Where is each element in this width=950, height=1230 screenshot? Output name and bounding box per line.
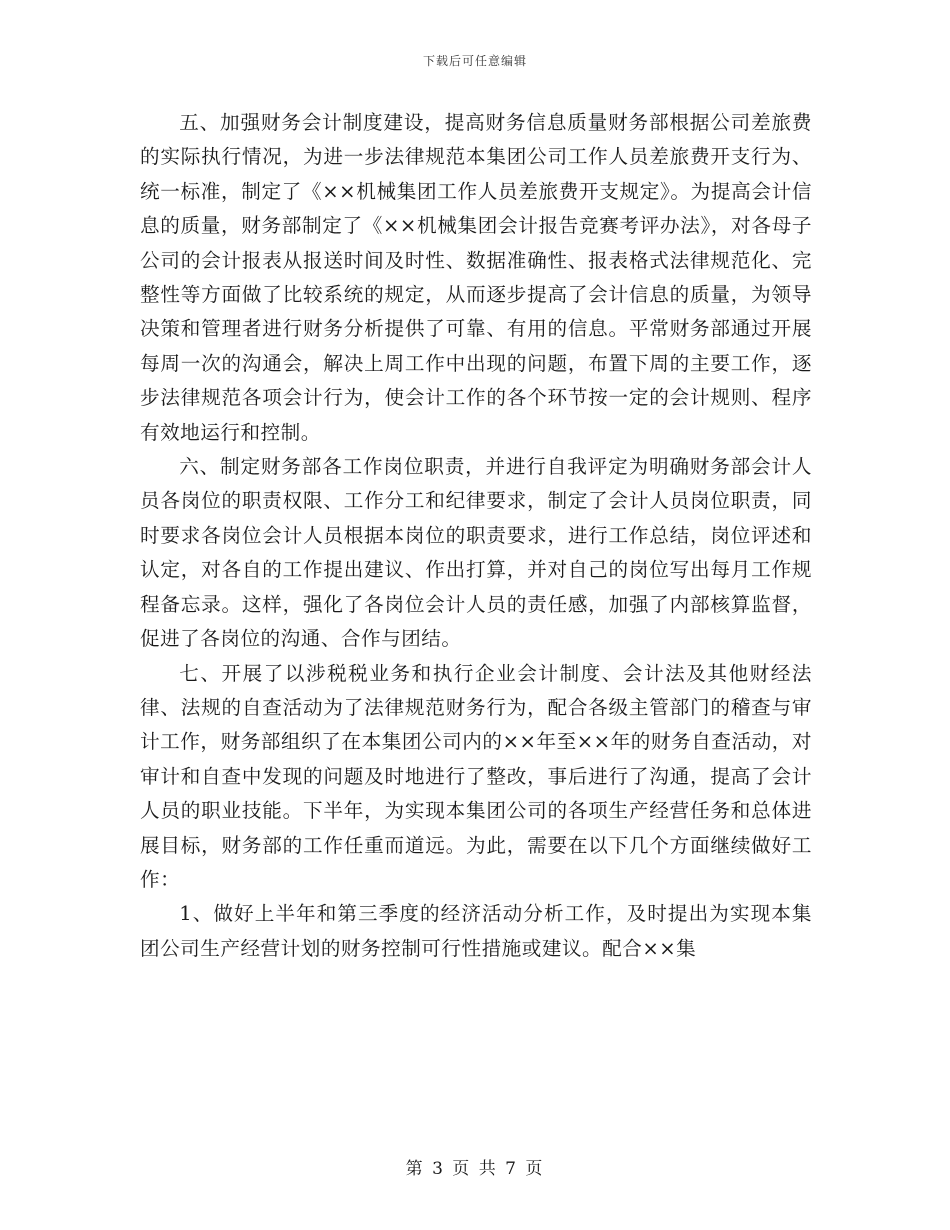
- page-header: 下载后可任意编辑: [422, 54, 527, 68]
- paragraph-6: 六、制定财务部各工作岗位职责，并进行自我评定为明确财务部会计人员各岗位的职责权限、工作分工和纪律要求，制定了会计人员岗位职责，同时要求各岗位会计人员根据本岗位的职责要求，进行工作总结，岗位评述和认定，对各自的工作提出建议、作出打算，并对自己的岗位写出每月工作规程备忘录。这样，强化了各岗位会计人员的责任感，加强了内部核算监督，促进了各岗位的沟通、合作与团结。: [140, 455, 812, 651]
- paragraph-7: 七、开展了以涉税税业务和执行企业会计制度、会计法及其他财经法律、法规的自查活动为了法律规范财务行为，配合各级主管部门的稽查与审计工作，财务部组织了在本集团公司内的××年至××年的财务自查活动，对审计和自查中发现的问题及时地进行了整改，事后进行了沟通，提高了会计人员的职业技能。下半年，为实现本集团公司的各项生产经营任务和总体进展目标，财务部的工作任重而道远。为此，需要在以下几个方面继续做好工作：: [140, 661, 812, 891]
- paragraph-5: 五、加强财务会计制度建设，提高财务信息质量财务部根据公司差旅费的实际执行情况，为进一步法律规范本集团公司工作人员差旅费开支行为、统一标准，制定了《××机械集团工作人员差旅费开支规定》。为提高会计信息的质量，财务部制定了《××机械集团会计报告竞赛考评办法》，对各母子公司的会计报表从报送时间及时性、数据准确性、报表格式法律规范化、完整性等方面做了比较系统的规定，从而逐步提高了会计信息的质量，为领导决策和管理者进行财务分析提供了可靠、有用的信息。平常财务部通过开展每周一次的沟通会，解决上周工作中出现的问题，布置下周的主要工作，逐步法律规范各项会计行为，使会计工作的各个环节按一定的会计规则、程序有效地运行和控制。: [140, 111, 812, 444]
- document-body: [140, 106, 812, 966]
- page-footer: 第 3 页 共 7 页: [405, 1159, 545, 1179]
- paragraph-plan-1: 1、做好上半年和第三季度的经济活动分析工作，及时提出为实现本集团公司生产经营计划的财务控制可行性措施或建议。配合××集: [140, 902, 812, 960]
